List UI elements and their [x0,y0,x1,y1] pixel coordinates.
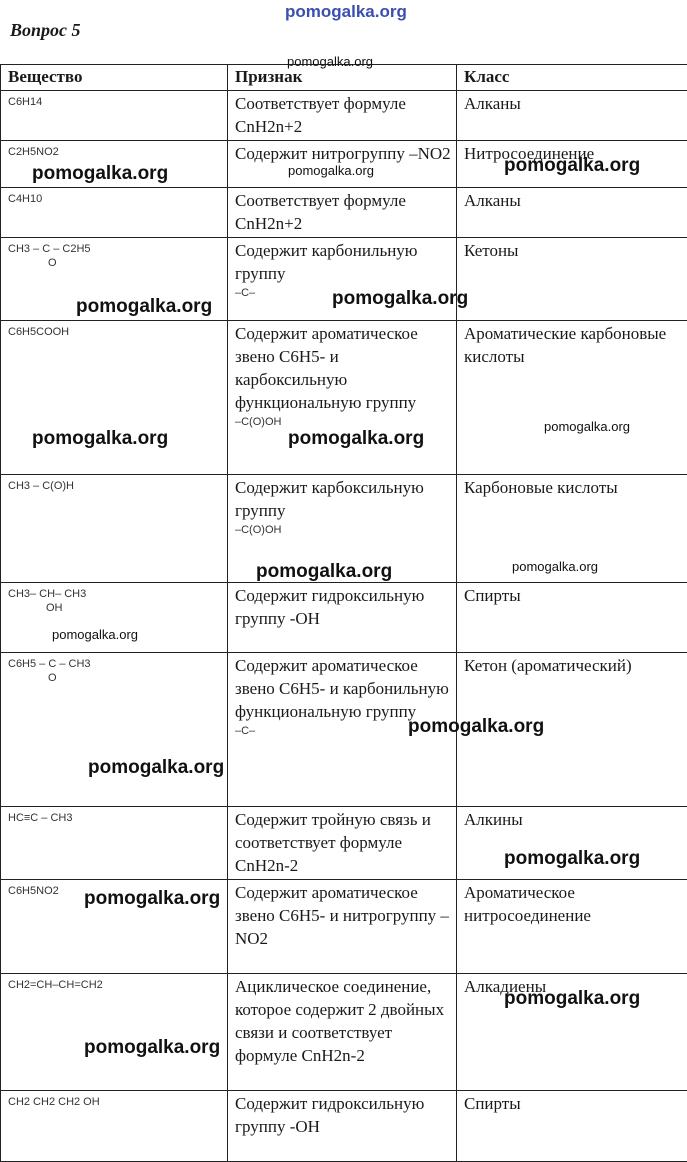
substance-formula: C6H5COOH [1,321,228,475]
class-text: Ароматические карбоновые кислоты [457,321,687,475]
class-text: Алкины [457,807,687,880]
table-row [1,583,687,653]
class-text: Кетон (ароматический) [457,653,687,807]
substance-formula: HC≡C – CH3 [1,807,228,880]
sign-text: Содержит гидроксильную группу -OH [228,583,457,653]
watermark: pomogalka.org [408,716,544,738]
substance-formula: CH2 CH2 CH2 OH [1,1091,228,1162]
watermark: pomogalka.org [256,561,392,583]
substance-formula: C4H10 [1,188,228,238]
watermark: pomogalka.org [32,163,168,185]
substance-formula: C2H5NO2 [1,141,228,188]
sign-text: Содержит карбоксильную группу –C(O)OH [228,475,457,583]
class-text: Ароматическое нитросоединение [457,880,687,974]
watermark: pomogalka.org [288,163,374,178]
watermark: pomogalka.org [544,419,630,434]
substance-formula: CH3 – C – C2H5 O [1,238,228,321]
table-row [1,653,687,807]
substance-formula: CH2=CH–CH=CH2 [1,974,228,1091]
watermark: pomogalka.org [332,288,468,310]
watermark: pomogalka.org [288,428,424,450]
page-heading: Вопрос 5 [10,20,81,41]
substance-formula: C6H5NO2 [1,880,228,974]
substance-formula: CH3 – C(O)H [1,475,228,583]
watermark: pomogalka.org [84,888,220,910]
table-row [1,91,687,141]
carbonyl-group-icon: –C– [235,287,452,299]
sign-text: Соответствует формуле CnH2n+2 [228,91,457,141]
table-row [1,321,687,475]
substance-formula: C6H5 – C – CH3 O [1,653,228,807]
class-text: Кетоны [457,238,687,321]
carboxyl-group-icon: –C(O)OH [235,524,452,536]
sign-text: Содержит ароматическое звено C6H5- и нитрогруппу –NO2 [228,880,457,974]
substance-formula: CH3– CH– CH3 OH [1,583,228,653]
watermark: pomogalka.org [504,988,640,1010]
carboxyl-group-icon: –C(O)OH [235,416,452,428]
class-text: Алканы [457,188,687,238]
class-text: Нитросоединение [457,141,687,188]
table-row [1,1091,687,1162]
class-text: Алканы [457,91,687,141]
carbonyl-group-icon: –C– [235,725,452,737]
sign-text: Соответствует формуле CnH2n+2 [228,188,457,238]
watermark: pomogalka.org [32,428,168,450]
sign-text: Содержит гидроксильную группу -OH [228,1091,457,1162]
header-substance: Вещество [1,65,228,91]
sign-text: Содержит ароматическое звено C6H5- и карбонильную функциональную группу –C– [228,653,457,807]
sign-text: Содержит ароматическое звено C6H5- и карбоксильную функциональную группу –C(O)OH [228,321,457,475]
sign-text: Ациклическое соединение, которое содержит 2 двойных связи и соответствует формуле CnH2n-2 [228,974,457,1091]
watermark: pomogalka.org [84,1037,220,1059]
watermark: pomogalka.org [504,848,640,870]
watermark: pomogalka.org [287,54,373,69]
sign-text: Содержит тройную связь и соответствует формуле CnH2n-2 [228,807,457,880]
header-sign: Признак [228,65,457,91]
header-class: Класс [457,65,687,91]
substance-formula: C6H14 [1,91,228,141]
watermark: pomogalka.org [512,559,598,574]
class-text: Спирты [457,583,687,653]
watermark: pomogalka.org [52,627,138,642]
class-text: Спирты [457,1091,687,1162]
table-row [1,188,687,238]
watermark: pomogalka.org [76,296,212,318]
watermark: pomogalka.org [88,757,224,779]
sign-text: Содержит нитрогруппу –NO2 [228,141,457,188]
watermark: pomogalka.org [504,155,640,177]
sign-text: Содержит карбонильную группу –C– [228,238,457,321]
class-text: Алкадиены [457,974,687,1091]
watermark-top: pomogalka.org [285,2,407,22]
class-text: Карбоновые кислоты [457,475,687,583]
